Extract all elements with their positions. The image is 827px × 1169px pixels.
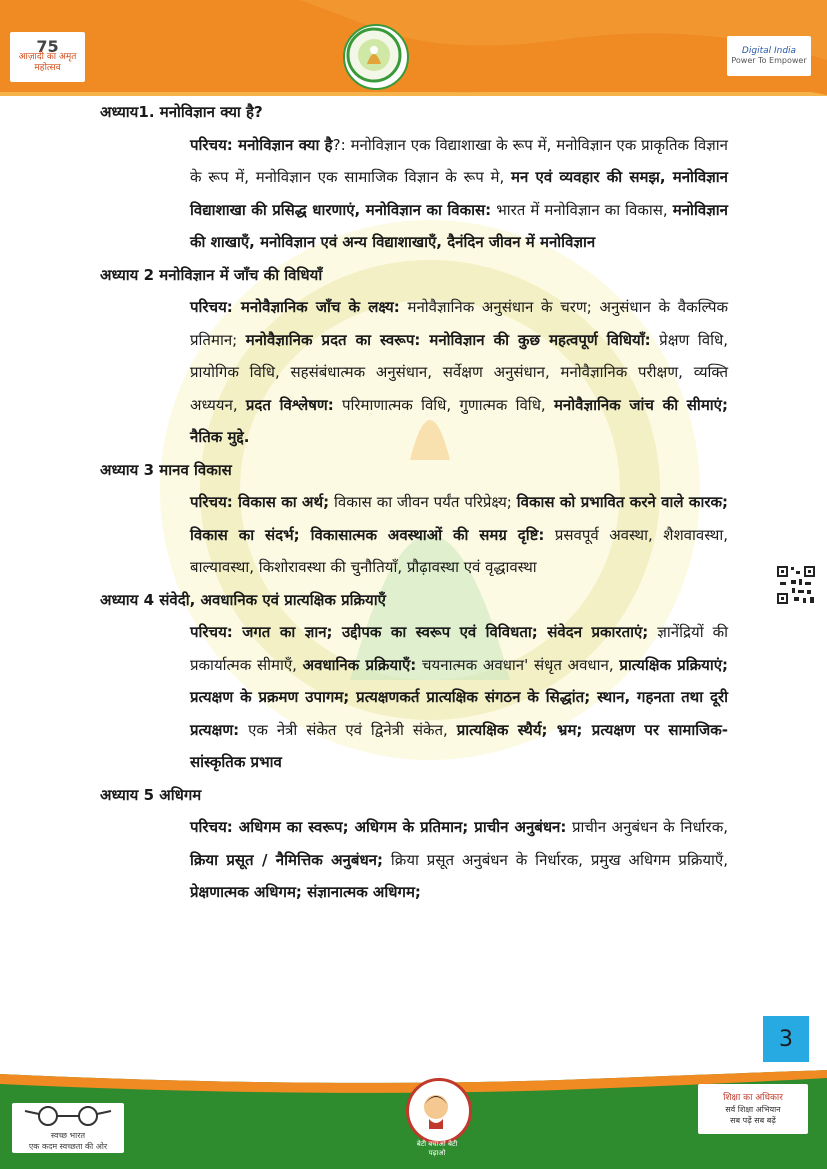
beti-bachao-text — [412, 1140, 462, 1158]
segment: प्रात्यक्षिक स्थैर्य; भ्रम; प्रत्यक्षण पर सामाजिक-सांस्कृतिक प्रभाव — [190, 720, 728, 771]
shiksha-ka-adhikar-logo — [698, 1084, 808, 1134]
segment: मन एवं व्यवहार की समझ, मनोविज्ञान विद्याशाखा की प्रसिद्ध धारणाएं, मनोविज्ञान का विकास: — [190, 168, 728, 219]
beti-bachao-bottom: बेटी पढ़ाओ — [428, 1140, 458, 1157]
segment: भारत में मनोविज्ञान का विकास, — [491, 200, 673, 219]
page-number: 3 — [763, 1016, 809, 1062]
chapter-body — [190, 811, 728, 909]
shiksha-title: शिक्षा का अधिकार — [723, 1092, 783, 1103]
qr-code-icon[interactable] — [776, 565, 816, 605]
segment: क्रिया प्रसूत अनुबंधन के निर्धारक, प्रमुख अधिगम प्रक्रियाएँ, — [383, 850, 728, 869]
chapter-5 — [100, 779, 728, 909]
chapter-title: अध्याय 5 अधिगम — [100, 785, 202, 804]
segment: विकास का जीवन पर्यंत परिप्रेक्ष्य; — [329, 493, 517, 511]
segment: क्रिया प्रसूत / नैमित्तिक अनुबंधन; — [190, 850, 383, 869]
segment: मनोविज्ञान की शाखाएँ, मनोविज्ञान एवं अन्य विद्याशाखाएँ, दैनंदिन जीवन में मनोविज्ञान — [190, 200, 728, 251]
segment: विकास को प्रभावित करने वाले कारक; विकास का संदर्भ; विकासात्मक अवस्थाओं की समग्र दृष्टि: — [190, 493, 728, 544]
syllabus-content — [100, 96, 728, 909]
chapter-title: अध्याय1. मनोविज्ञान क्या है? — [100, 103, 263, 121]
girl-face-icon — [409, 1081, 463, 1135]
segment: मनोवैज्ञानिक प्रदत का स्वरूप: मनोविज्ञान की कुछ महत्वपूर्ण विधियाँ: — [245, 330, 651, 349]
segment: अवधानिक प्रक्रियाएँ: — [302, 655, 417, 674]
page-header — [0, 0, 827, 96]
header-wave-icon — [0, 0, 827, 100]
shiksha-line2: सब पढ़ें सब बढ़ें — [730, 1115, 776, 1125]
glasses-icon — [23, 1105, 113, 1127]
segment: परिचय: मनोवैज्ञानिक जाँच के लक्ष्य: — [190, 298, 400, 316]
segment: परिचय: विकास का अर्थ; — [190, 493, 330, 511]
swachh-bharat-title: स्वच्छ भारत — [50, 1130, 86, 1140]
segment: ?: मनोविज्ञान एक विद्याशाखा के रूप में, मनोविज्ञान एक प्राकृतिक विज्ञान के रूप में, मनोविज्ञान एक सामाजिक विज्ञान के रूप मे, — [190, 135, 728, 186]
swachh-bharat-tagline: एक कदम स्वच्छता की ओर — [28, 1141, 108, 1151]
segment: मनोवैज्ञानिक जांच की सीमाएं; नैतिक मुद्दे. — [190, 395, 728, 446]
segment: प्रदत विश्लेषण: — [245, 395, 334, 414]
chapter-2 — [100, 259, 728, 454]
segment: परिमाणात्मक विधि, गुणात्मक विधि, — [333, 395, 554, 414]
segment: मनोवैज्ञानिक अनुसंधान के चरण; अनुसंधान के वैकल्पिक प्रतिमान; — [190, 298, 728, 349]
segment: परिचय: अधिगम का स्वरूप; अधिगम के प्रतिमान; प्राचीन अनुबंधन: — [190, 818, 567, 836]
education-seal-icon — [343, 24, 409, 90]
segment: प्राचीन अनुबंधन के निर्धारक, — [566, 818, 728, 836]
segment: एक नेत्री संकेत एवं द्विनेत्री संकेत, — [239, 720, 457, 739]
chapter-4 — [100, 584, 728, 779]
beti-bachao-logo — [406, 1078, 472, 1144]
chapter-3 — [100, 454, 728, 584]
segment: प्रात्यक्षिक प्रक्रियाएं; प्रत्यक्षण के प्रक्रमण उपागम; प्रत्यक्षणकर्त प्रात्यक्षिक संगठन के सिद्धांत; स्थान, गहनता तथा दूरी प्रत्यक्षण: — [190, 655, 729, 739]
digital-india-tagline: Power To Empower — [731, 56, 807, 65]
segment: परिचय: जगत का ज्ञान; उद्दीपक का स्वरूप एवं विविधता; संवेदन प्रकारताएं; — [190, 623, 649, 641]
swachh-bharat-logo — [12, 1103, 124, 1153]
segment: प्रसवपूर्व अवस्था, शैशवावस्था, बाल्यावस्था, किशोरावस्था की चुनौतियाँ, प्रौढ़ावस्था एवं वृद्धावस्था — [190, 525, 728, 576]
chapter-title: अध्याय 4 संवेदी, अवधानिक एवं प्रात्यक्षिक प्रक्रियाएँ — [100, 590, 386, 609]
shiksha-line1: सर्व शिक्षा अभियान — [725, 1104, 781, 1114]
chapter-body — [190, 486, 728, 584]
segment: चयनात्मक अवधान' संधृत अवधान, — [416, 655, 620, 674]
digital-india-title: Digital India — [741, 46, 797, 56]
segment: प्रेक्षण विधि, प्रायोगिक विधि, सहसंबंधात्मक अनुसंधान, सर्वेक्षण अनुसंधान, मनोवैज्ञानिक परीक्षण, व्यक्ति अध्ययन, — [190, 330, 728, 414]
chapter-body — [190, 291, 728, 454]
digital-india-logo — [727, 36, 811, 76]
chapter-title: अध्याय 2 मनोविज्ञान में जाँच की विधियाँ — [100, 265, 323, 284]
chapter-body — [190, 129, 728, 259]
segment: प्रेक्षणात्मक अधिगम; संज्ञानात्मक अधिगम; — [190, 883, 421, 901]
chapter-1 — [100, 96, 728, 259]
chapter-title: अध्याय 3 मानव विकास — [100, 460, 232, 479]
azadi-number: 75 — [36, 36, 59, 56]
azadi-text: आज़ादी का अमृत महोत्सव — [18, 51, 77, 73]
azadi-amrit-mahotsav-logo — [10, 32, 85, 82]
segment: ज्ञानेंद्रियों की प्रकार्यात्मक सीमाएँ, — [190, 623, 728, 674]
segment: परिचय: मनोविज्ञान क्या है — [190, 135, 333, 154]
beti-bachao-top: बेटी बचाओ — [416, 1140, 446, 1148]
chapter-body — [190, 616, 728, 779]
